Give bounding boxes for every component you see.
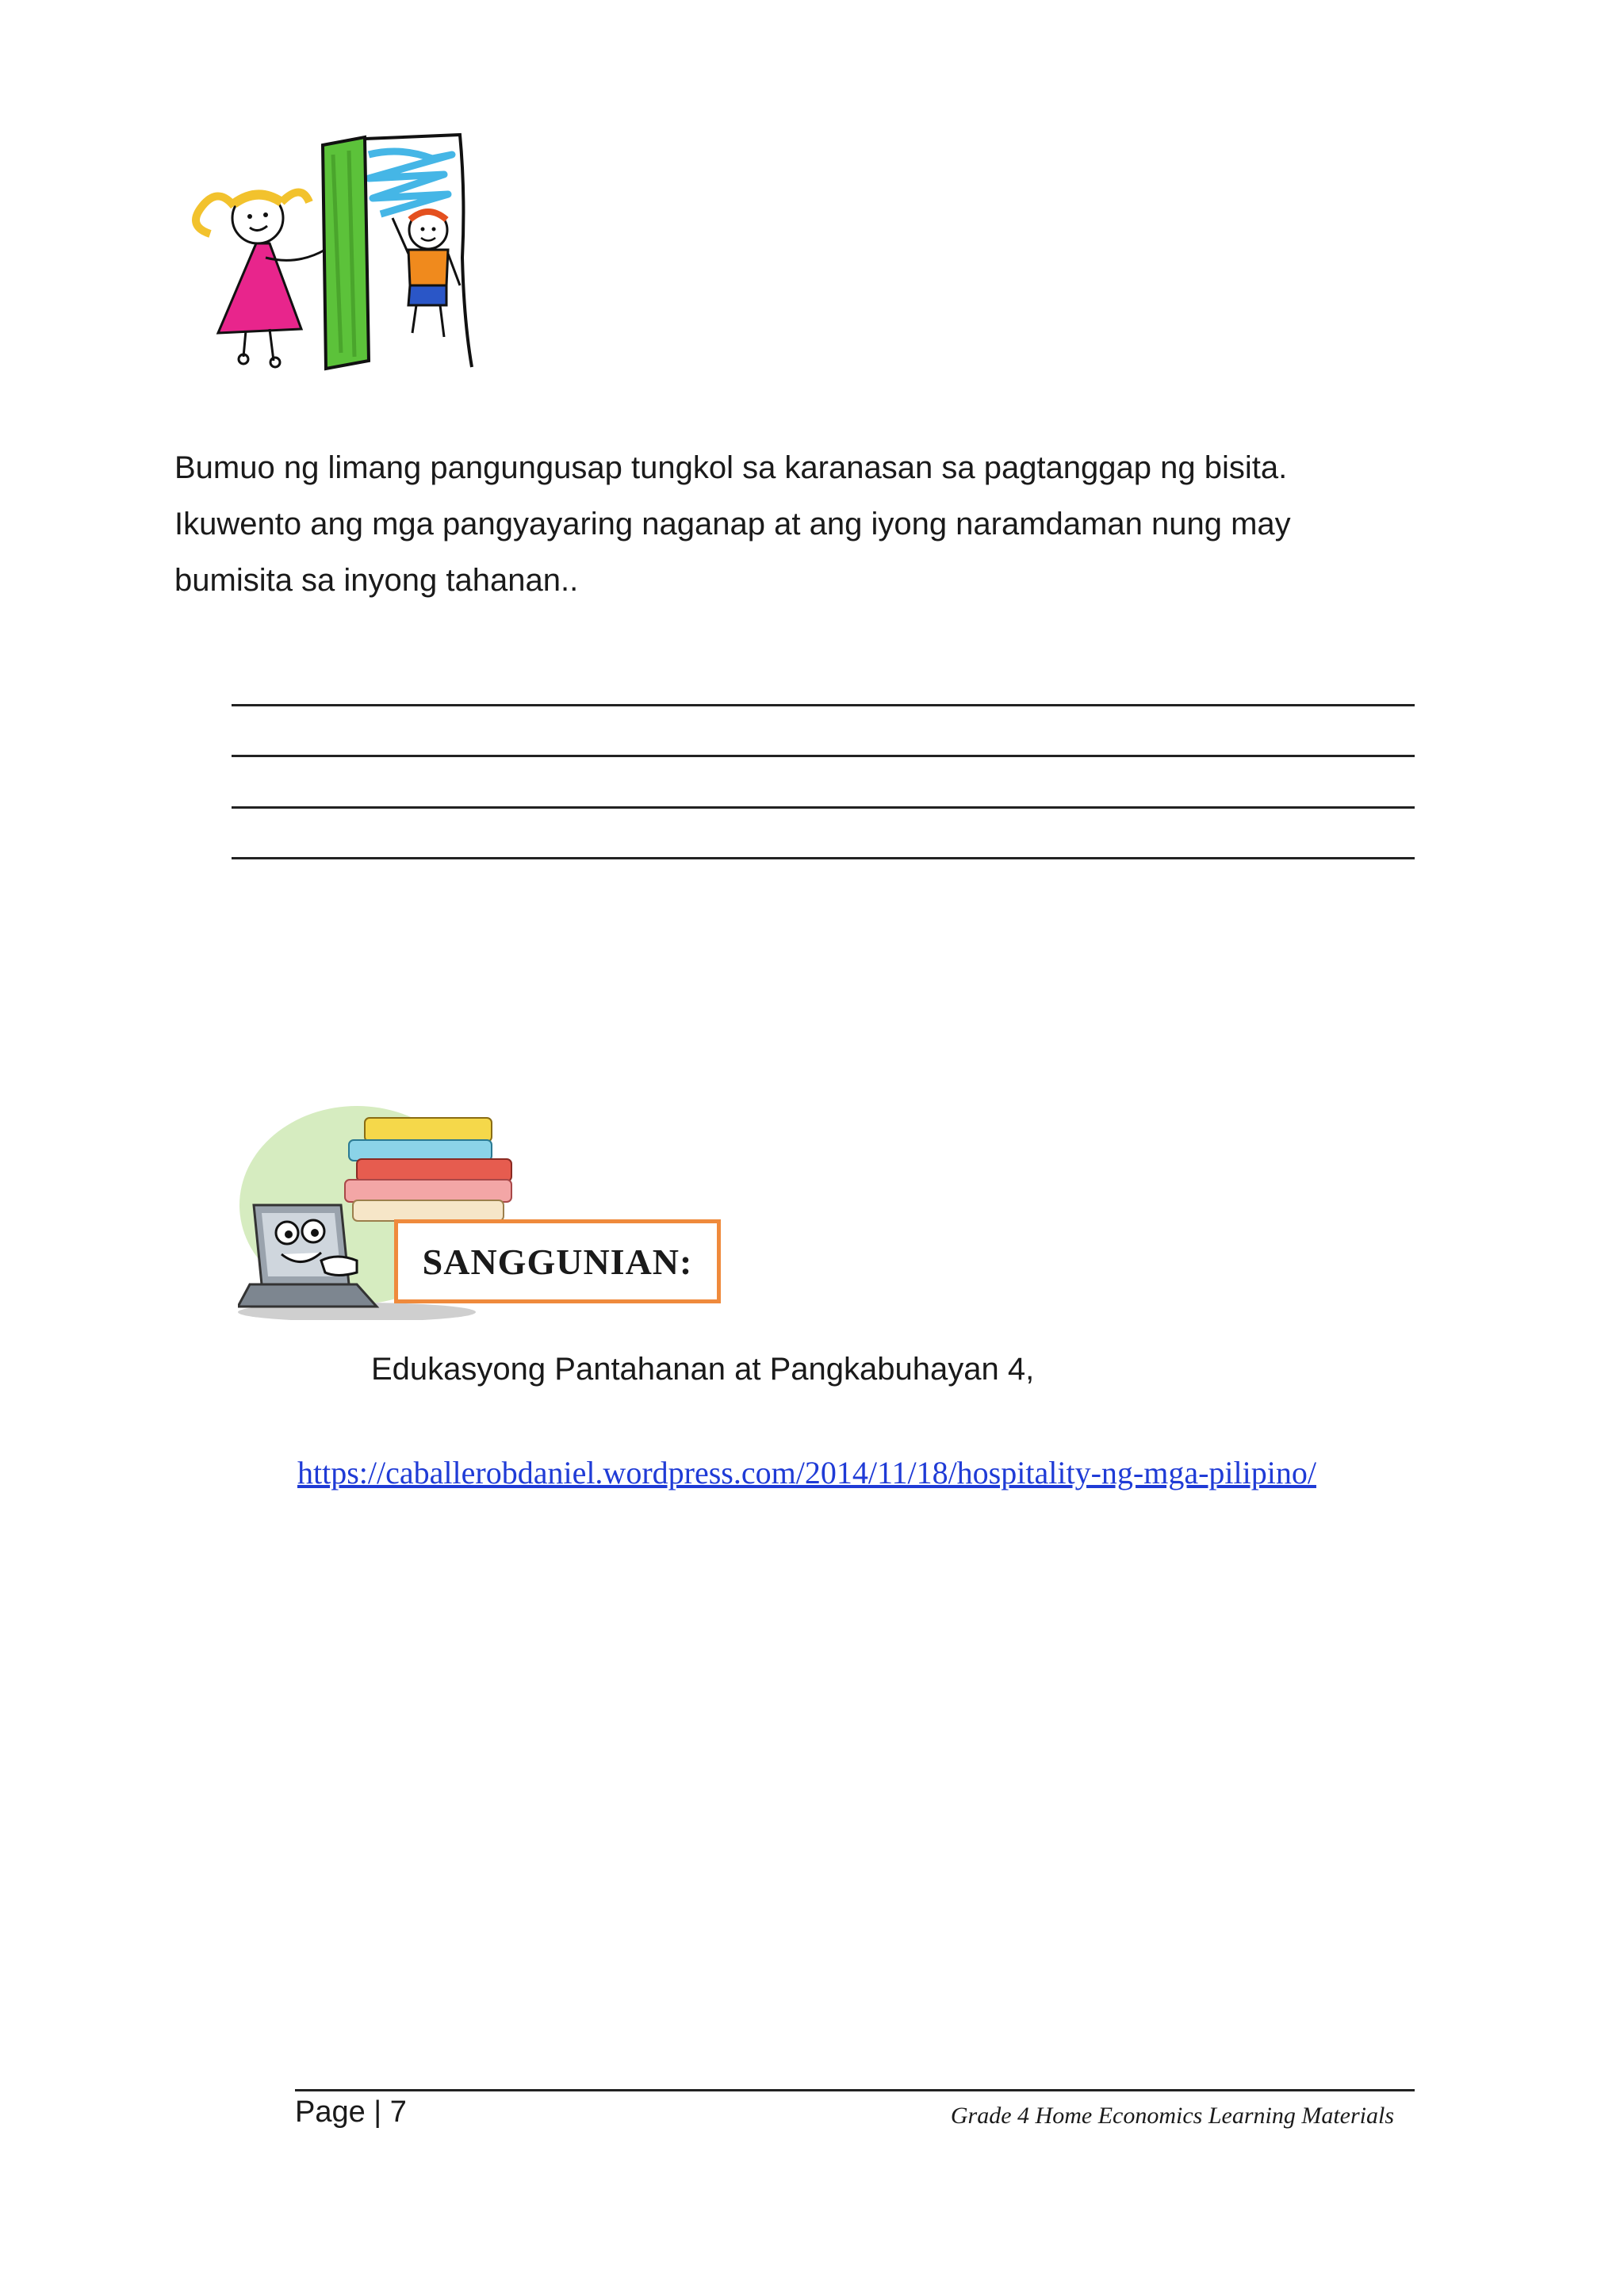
reference-link[interactable]: https://caballerobdaniel.wordpress.com/2014/11/18/hospitality-ng-mga-pilipino/ (297, 1455, 1316, 1490)
reference-heading: SANGGUNIAN: (422, 1241, 693, 1282)
instructions-line-2: Ikuwento ang mga pangyayaring naganap at ang iyong naramdaman nung may (174, 507, 1291, 541)
page-number: Page | 7 (295, 2095, 407, 2129)
answer-line[interactable] (232, 704, 1415, 706)
footer-title: Grade 4 Home Economics Learning Materials (950, 2103, 1394, 2129)
instructions-line-1: Bumuo ng limang pangungusap tungkol sa karanasan sa pagtanggap ng bisita. (174, 450, 1288, 485)
answer-line[interactable] (232, 806, 1415, 809)
reference-heading-box (394, 1219, 721, 1303)
reference-book: Edukasyong Pantahanan at Pangkabuhayan 4, (371, 1352, 1035, 1387)
answer-line[interactable] (232, 755, 1415, 757)
answer-line[interactable] (232, 857, 1415, 859)
instructions-paragraph (174, 440, 1364, 609)
instructions-line-3: bumisita sa inyong tahanan.. (174, 563, 579, 598)
children-at-door-icon (170, 131, 480, 373)
footer-divider (295, 2089, 1415, 2091)
